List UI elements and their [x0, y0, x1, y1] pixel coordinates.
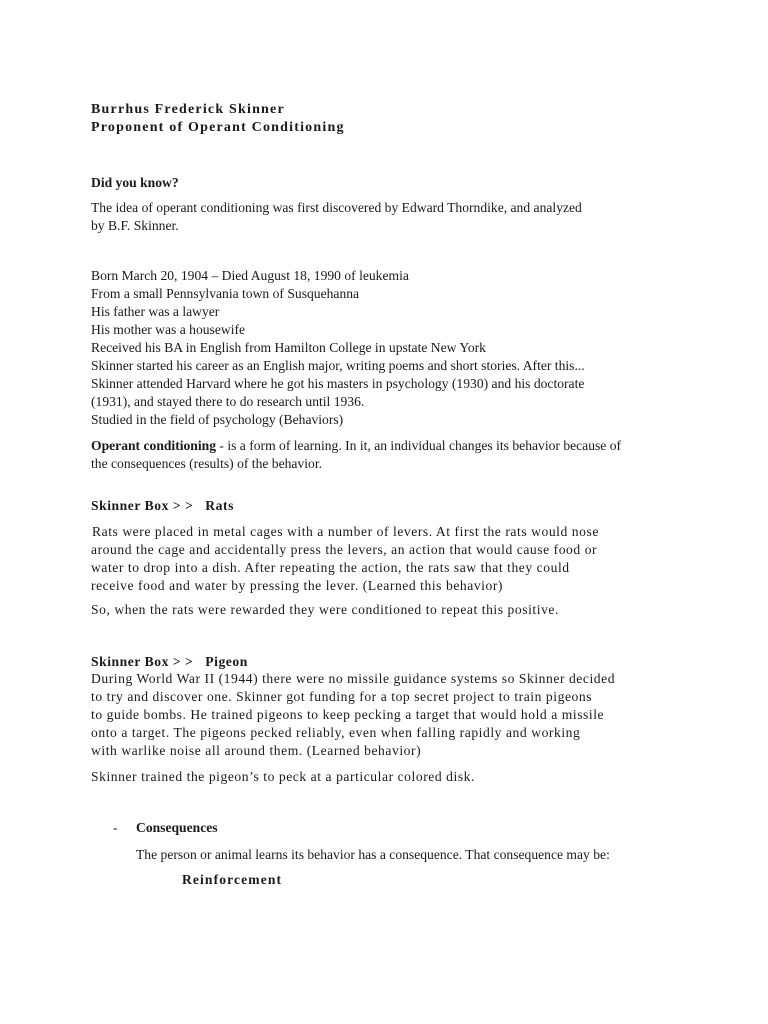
did-you-know-line-1: The idea of operant conditioning was first discovered by Edward Thorndike, and analyzed — [91, 200, 582, 215]
reinforcement-heading: Reinforcement — [182, 872, 283, 887]
pigeon-paragraph-line: to guide bombs. He trained pigeons to keep pecking a target that would hold a missile — [91, 707, 605, 722]
pigeon-conclusion: Skinner trained the pigeon’s to peck at a particular colored disk. — [91, 769, 475, 784]
bio-line: Born March 20, 1904 – Died August 18, 1990 of leukemia — [91, 268, 409, 283]
pigeon-paragraph-line: to try and discover one. Skinner got funding for a top secret project to train pigeons — [91, 689, 593, 704]
operant-definition-text: - is a form of learning. In it, an individual changes its behavior because of — [216, 438, 622, 453]
bio-line: Skinner attended Harvard where he got his masters in psychology (1930) and his doctorate — [91, 376, 585, 391]
pigeon-paragraph-line: with warlike noise all around them. (Learned behavior) — [91, 743, 422, 758]
rats-heading: Skinner Box > > Rats — [91, 498, 234, 513]
rats-paragraph-line: receive food and water by pressing the lever. (Learned this behavior) — [91, 578, 504, 593]
bio-line: From a small Pennsylvania town of Susquehanna — [91, 286, 360, 301]
operant-definition-line-2: the consequences (results) of the behavior. — [91, 456, 323, 471]
operant-term: Operant conditioning — [91, 438, 217, 453]
bio-line: Studied in the field of psychology (Behaviors) — [91, 412, 344, 427]
operant-definition-line-1 — [91, 437, 621, 455]
rats-paragraph-line: around the cage and accidentally press the levers, an action that would cause food or — [91, 542, 598, 557]
bio-line: Received his BA in English from Hamilton College in upstate New York — [91, 340, 486, 355]
bio-line: (1931), and stayed there to do research until 1936. — [91, 394, 365, 409]
consequences-text: The person or animal learns its behavior has a consequence. That consequence may be: — [136, 847, 610, 862]
consequences-heading: Consequences — [136, 820, 218, 835]
pigeon-paragraph-line: During World War II (1944) there were no missile guidance systems so Skinner decided — [91, 671, 616, 686]
pigeon-heading: Skinner Box > > Pigeon — [91, 654, 248, 669]
bio-line: Skinner started his career as an English major, writing poems and short stories. After this... — [91, 358, 585, 373]
rats-paragraph-line: water to drop into a dish. After repeating the action, the rats saw that they could — [91, 560, 570, 575]
did-you-know-heading: Did you know? — [91, 175, 179, 190]
rats-paragraph-line: Rats were placed in metal cages with a number of levers. At first the rats would nose — [92, 524, 599, 539]
rats-conclusion: So, when the rats were rewarded they were conditioned to repeat this positive. — [91, 602, 559, 617]
did-you-know-line-2: by B.F. Skinner. — [91, 218, 179, 233]
title-name: Burrhus Frederick Skinner — [91, 102, 285, 117]
title-subtitle: Proponent of Operant Conditioning — [91, 120, 345, 135]
bio-line: His father was a lawyer — [91, 304, 220, 319]
bio-line: His mother was a housewife — [91, 322, 246, 337]
pigeon-paragraph-line: onto a target. The pigeons pecked reliably, even when falling rapidly and working — [91, 725, 581, 740]
consequences-bullet: - — [113, 820, 118, 835]
